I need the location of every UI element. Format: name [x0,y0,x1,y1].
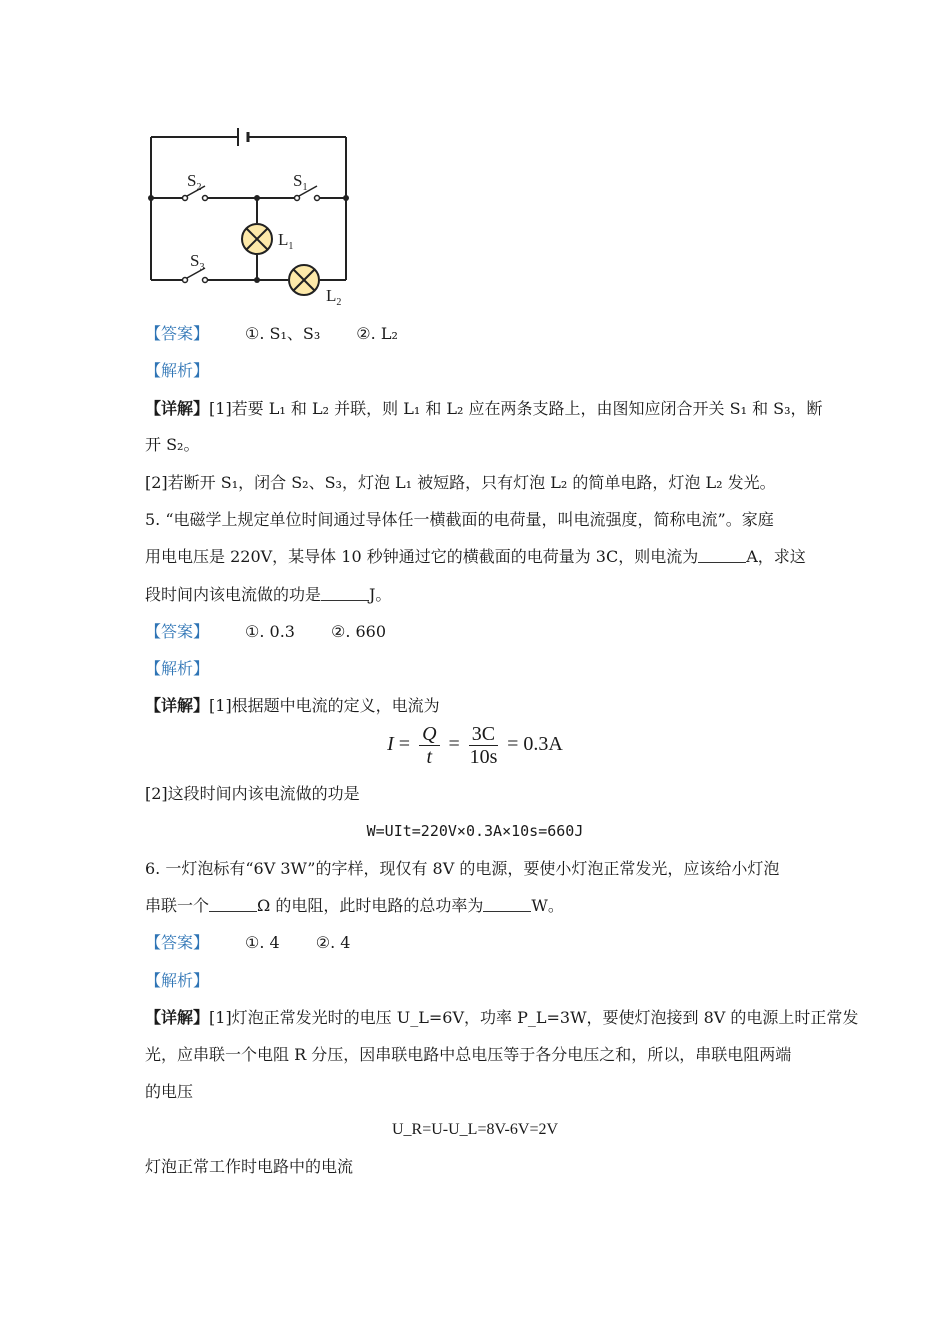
q6-detail-1a: [1]灯泡正常发光时的电压 U_L=6V，功率 P_L=3W，要使灯泡接到 8V 的电源上时正常发 [209,1008,859,1027]
ur-formula: U_R=U-U_L=8V-6V=2V [391,1121,559,1138]
q4-answer-line [145,322,398,346]
q4-detail-line-1 [145,397,823,421]
q4-detail-line-3: [2]若断开 S₁，闭合 S₂、S₃，灯泡 L₁ 被短路，只有灯泡 L₂ 的简单电路，灯泡 L₂ 发光。 [145,473,776,492]
q5-answer-2: ②. 660 [330,622,387,641]
q4-analysis-tag: 【解析】 [145,361,210,380]
formula-eq-1: = [398,733,411,756]
fraction-numerator-q: Q [419,723,439,746]
formula-result: = 0.3A [507,733,563,756]
answer-tag: 【答案】 [145,324,210,343]
q5-line2a: 用电电压是 220V，某导体 10 秒钟通过它的横截面的电荷量为 3C，则电流为 [145,547,699,566]
fraction-denominator-t: t [426,746,433,768]
q4-detail-1a: [1]若要 L₁ 和 L₂ 并联，则 L₁ 和 L₂ 应在两条支路上，由图知应闭合开关 S₁ 和 S₃，断 [209,399,823,418]
q6-answer-1: ①. 4 [245,933,280,952]
q6-question-line-1: 6. 一灯泡标有“6V 3W”的字样，现仅有 8V 的电源，要使小灯泡正常发光，应该给小灯泡 [145,859,780,878]
answer-tag: 【答案】 [145,933,210,952]
q4-detail-line-2: 开 S₂。 [145,435,200,454]
q4-answer-1: ①. S₁、S₃ [245,324,321,343]
q5-line3a: 段时间内该电流做的功是 [145,585,322,604]
q6-last-line: 灯泡正常工作时电路中的电流 [145,1157,354,1176]
q6-question-line-2 [145,894,564,918]
q5-answer-line [145,620,386,644]
q6-detail-line-3: 的电压 [145,1082,194,1101]
q6-line2c: W。 [531,896,564,915]
q5-line3b: J。 [369,585,392,604]
battery-symbol [238,128,248,146]
q6-line2a: 串联一个 [145,896,210,915]
q6-line2b: Ω 的电阻，此时电路的总功率为 [257,896,484,915]
q5-question-line-2 [145,545,806,569]
fraction-q-over-t [419,723,439,768]
label-s2: $S_2$ [187,171,202,193]
label-l2: $L_2$ [326,286,342,308]
q5-detail-1: [1]根据题中电流的定义，电流为 [209,696,440,715]
answer-tag: 【答案】 [145,622,210,641]
q6-answer-2: ②. 4 [315,933,351,952]
fraction-numerator-3c: 3C [469,723,498,746]
q5-question-line-1: 5. “电磁学上规定单位时间通过导体任一横截面的电荷量，叫电流强度，简称电流”。家庭 [145,510,774,529]
lamp-l1 [242,224,272,254]
label-s1: $S_1$ [293,171,308,193]
detail-tag: 【详解】 [145,1008,210,1027]
q5-blank-2 [321,586,369,601]
fraction-3c-over-10s [469,723,498,768]
label-l1: $L_1$ [278,230,294,252]
q6-detail-line-1 [145,1006,858,1030]
q6-blank-2 [483,897,531,912]
q5-answer-1: ①. 0.3 [245,622,295,641]
detail-tag: 【详解】 [145,399,210,418]
q5-blank-1 [698,548,746,563]
label-s3: $S_3$ [190,251,205,273]
q5-analysis-tag: 【解析】 [145,659,210,678]
fraction-denominator-10s: 10s [469,746,498,768]
q5-question-line-3 [145,583,391,607]
q6-answer-line [145,931,350,955]
detail-tag: 【详解】 [145,696,210,715]
lamp-l2 [289,265,319,295]
current-formula [0,723,950,768]
q6-detail-line-2: 光，应串联一个电阻 R 分压，因串联电路中总电压等于各分电压之和，所以，串联电阻两端 [145,1045,792,1064]
q5-detail-line-1 [145,694,440,718]
q5-line2b: A，求这 [746,547,806,566]
q6-analysis-tag: 【解析】 [145,971,210,990]
q4-answer-2: ②. L₂ [356,324,398,343]
formula-I: I [387,733,394,756]
q6-blank-1 [209,897,257,912]
formula-eq-2: = [448,733,460,756]
circuit-diagram [145,120,365,310]
q5-detail-line-2: [2]这段时间内该电流做的功是 [145,784,360,803]
work-formula: W=UIt=220V×0.3A×10s=660J [366,822,584,840]
